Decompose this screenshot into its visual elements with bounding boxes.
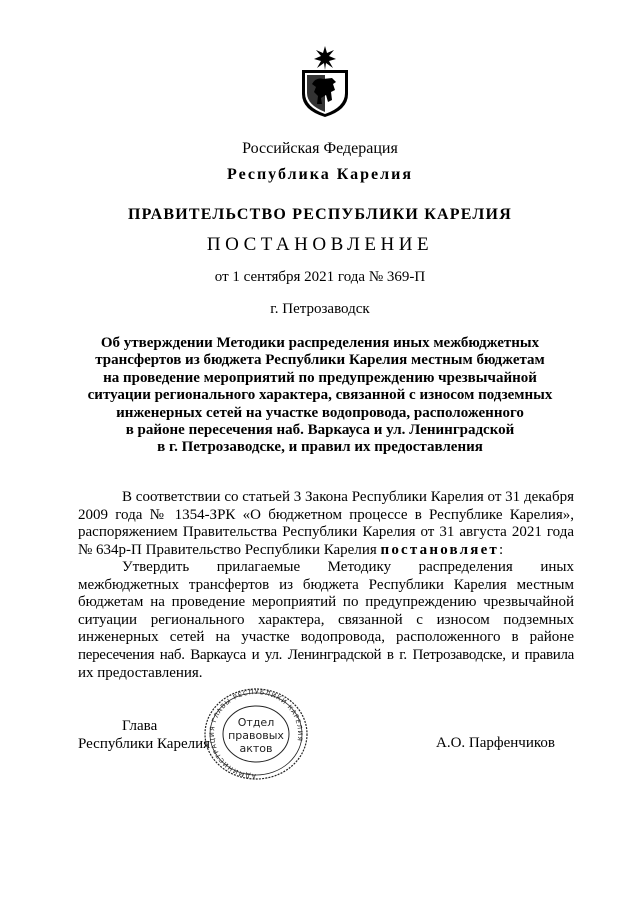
preamble-line-final bbox=[78, 542, 574, 560]
resolution-line: инженерных сетей на участке водопровода, расположенного в районе bbox=[78, 629, 574, 646]
title-line: ситуации регионального характера, связанной с износом подземных bbox=[87, 387, 553, 404]
resolution-line: межбюджетных трансфертов из бюджета Республики Карелия местным bbox=[78, 576, 574, 593]
title-line: инженерных сетей на участке водопровода, расположенного bbox=[116, 404, 524, 421]
document-title bbox=[0, 335, 640, 457]
stamp-text-line: Отдел bbox=[237, 716, 275, 729]
signatory-position-line: Глава bbox=[122, 718, 158, 734]
region-name: Республика Карелия bbox=[227, 166, 413, 183]
signatory-position bbox=[78, 717, 210, 753]
country-name: Российская Федерация bbox=[242, 140, 398, 157]
document-date: от 1 сентября 2021 года № 369-П bbox=[214, 269, 426, 285]
preamble-suffix: : bbox=[499, 541, 504, 558]
document-type: ПОСТАНОВЛЕНИЕ bbox=[206, 234, 434, 255]
title-line: в г. Петрозаводске, и правил их предоставления bbox=[157, 439, 483, 456]
preamble-paragraph bbox=[78, 489, 574, 559]
stamp-text-line: актов bbox=[239, 742, 273, 755]
signatory-position-line: Республики Карелия bbox=[78, 736, 211, 752]
resolution-line: бюджетам на проведение мероприятий по предупреждению чрезвычайной bbox=[78, 594, 574, 611]
title-line: на проведение мероприятий по предупреждению чрезвычайной bbox=[103, 369, 537, 386]
document-city: г. Петрозаводск bbox=[270, 301, 370, 317]
resolution-line: их предоставления. bbox=[78, 664, 203, 681]
karelia-coat-of-arms-icon bbox=[298, 46, 352, 118]
official-stamp-icon bbox=[200, 688, 312, 784]
resolves-keyword: постановляет bbox=[380, 541, 499, 558]
preamble-line: распоряжением Правительства Республики Карелия от 31 августа 2021 года bbox=[78, 524, 574, 541]
resolution-paragraph bbox=[78, 559, 574, 682]
title-line: Об утверждении Методики распределения иных межбюджетных bbox=[100, 335, 540, 351]
signatory-name: А.О. Парфенчиков bbox=[436, 735, 555, 751]
stamp-ring-text: АДМИНИСТРАЦИЯ ГЛАВЫ РЕСПУБЛИКИ КАРЕЛИЯ bbox=[209, 688, 304, 780]
government-name: ПРАВИТЕЛЬСТВО РЕСПУБЛИКИ КАРЕЛИЯ bbox=[128, 206, 512, 223]
title-line: в районе пересечения наб. Варкауса и ул. Ленинградской bbox=[125, 422, 515, 439]
preamble-line: 2009 года № 1354-ЗРК «О бюджетном процессе в Республике Карелия», bbox=[78, 506, 574, 523]
preamble-prefix: № 634р-П Правительство Республики Карелия bbox=[78, 541, 381, 558]
resolution-line: ситуации регионального характера, связанной с износом подземных bbox=[78, 611, 574, 628]
resolution-line: пересечения наб. Варкауса и ул. Ленинградской в г. Петрозаводске, и правила bbox=[78, 646, 574, 663]
title-line: трансфертов из бюджета Республики Карелия местным бюджетам bbox=[95, 352, 545, 369]
stamp-text-line: правовых bbox=[228, 729, 284, 742]
preamble-line: В соответствии со статьей 3 Закона Республики Карелия от 31 декабря bbox=[122, 489, 574, 505]
resolution-line: Утвердить прилагаемые Методику распределения иных bbox=[122, 559, 574, 575]
